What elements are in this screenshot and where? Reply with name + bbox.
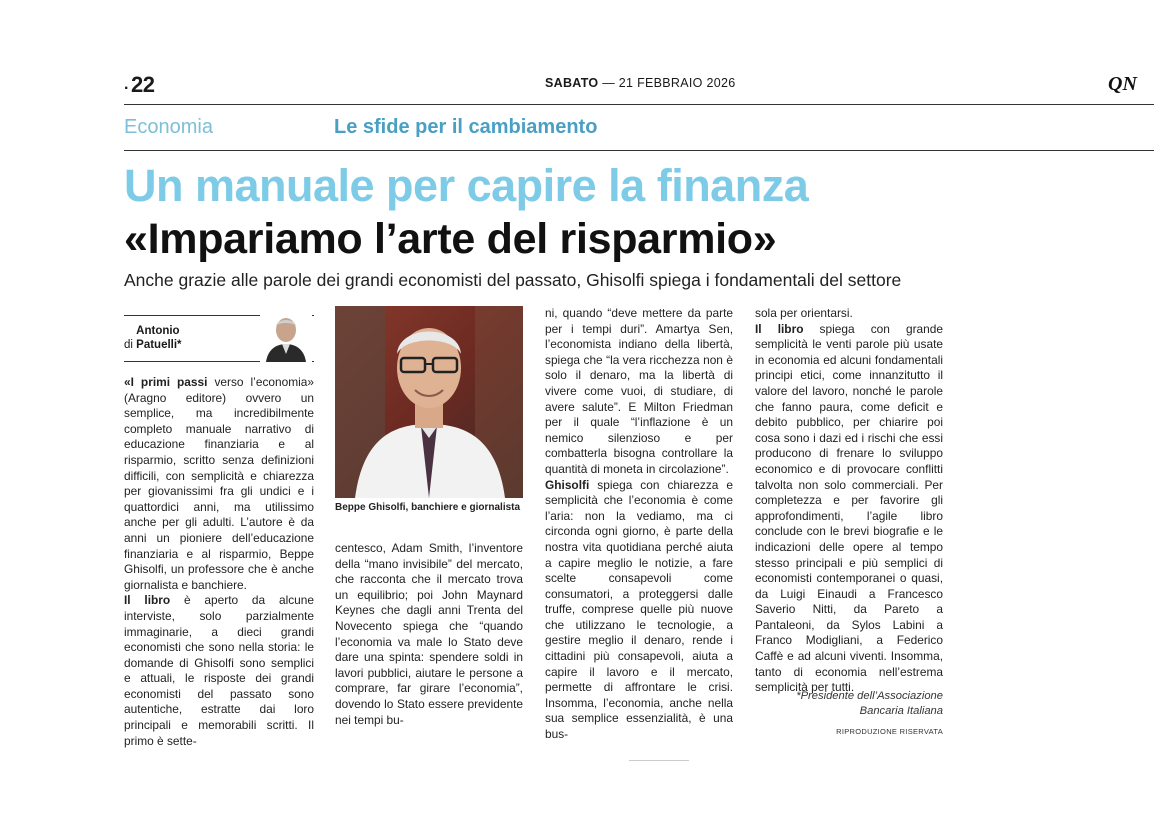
byline-prefix: di <box>124 339 133 351</box>
lead-in: Ghisolfi <box>545 477 590 492</box>
article-column-3 <box>545 306 733 743</box>
byline-name: Antonio Patuelli* <box>136 325 182 351</box>
bottom-rule <box>629 760 689 761</box>
date-rest: — 21 FEBBRAIO 2026 <box>602 76 736 90</box>
paragraph: Il libro è aperto da alcune interviste, solo parzialmente immaginarie, a dieci grandi economisti che sono nella storia: le domande di Ghisolfi sono semplici e attuali, le risposte dei grandi economisti del passato sono autentiche, estratte dai loro principali e memorabili scritti. Il primo è sette- <box>124 593 314 748</box>
section-name: Economia <box>124 116 213 138</box>
author-signature <box>796 689 943 719</box>
paragraph: sola per orientarsi. <box>755 306 853 320</box>
signature-line-2: Bancaria Italiana <box>859 705 943 717</box>
article-column-1 <box>124 375 314 749</box>
paragraph: centesco, Adam Smith, l’inventore della “mano invisibile” del mercato, che racconta che il mercato trova un equilibrio; poi John Maynard Keynes che dagli anni Trenta del Novecento spiega che “quando l’economia va male lo Stato deve dare una spinta: spendere soldi in lavori pubblici, aiutare le persone a comprare, far girare l’economia”, dovendo lo Stato essere previdente nei tempi bu- <box>335 541 523 727</box>
lead-in: Il libro <box>755 321 804 336</box>
byline-text <box>124 324 206 352</box>
paragraph: ni, quando “deve mettere da parte per i tempi duri”. Amartya Sen, l’economista indiano della libertà, spiega che “la vera ricchezza non è solo il denaro, ma la libertà di vivere come vuoi, di studiare, di avere salute”. E Milton Friedman per il quale “l’inflazione è un nemico silenzioso e per combatterla bisogna controllare la quantità di moneta in circolazione”. <box>545 306 733 476</box>
paragraph: Ghisolfi spiega con chiarezza e semplicità che l’economia è come l’aria: non la vediamo, ma ci circonda ogni giorno, è parte della nostra vita quotidiana perché aiuta a capire meglio le notizie, a fare scelte consapevoli come consumatori, a proteggersi dalle truffe, comprese quelle più nuove che utilizzano le tecnologie, a gestire meglio il denaro, rende i cittadini più consapevoli, aiuta a capire il lavoro e il mercato, permette di affrontare le crisi. Insomma, l’economia, anche nella sua semplice essenzialità, è una bus- <box>545 477 733 742</box>
signature-line-1: *Presidente dell’Associazione <box>796 690 943 702</box>
subheadline: Anche grazie alle parole dei grandi economisti del passato, Ghisolfi spiega i fondamentali del settore <box>124 270 902 290</box>
author-avatar <box>260 310 312 362</box>
headline-main: «Impariamo l’arte del risparmio» <box>124 215 777 263</box>
date-day: SABATO <box>545 76 599 90</box>
rights-notice: RIPRODUZIONE RISERVATA <box>836 727 943 736</box>
section-rule <box>124 150 1154 151</box>
lead-in: Il libro <box>124 593 171 608</box>
article-column-2 <box>335 541 523 728</box>
paragraph: «I primi passi verso l’economia» (Aragno editore) ovvero un semplice, ma incredibilmente completo manuale narrativo di educazione finanziaria e al risparmio, scritto senza definizioni difficili, con semplicità e chiarezza per giovanissimi fra gli undici e i quattordici anni, ma utilissimo anche per gli adulti. L’autore è da anni un pioniere dell’educazione finanziaria e al risparmio, Beppe Ghisolfi, un professore che è anche giornalista e banchiere. <box>124 375 314 592</box>
author-photo <box>335 306 523 498</box>
article-column-4 <box>755 306 943 696</box>
photo-caption: Beppe Ghisolfi, banchiere e giornalista <box>335 502 521 513</box>
headline-kicker: Un manuale per capire la finanza <box>124 160 809 211</box>
dateline <box>545 76 735 90</box>
qn-logo-text: QN <box>1108 73 1137 95</box>
lead-in: «I primi passi <box>124 375 208 389</box>
page-number: . 22 <box>124 72 155 97</box>
section-title: Le sfide per il cambiamento <box>334 116 598 138</box>
top-rule <box>124 104 1154 105</box>
paragraph: Il libro spiega con grande semplicità le venti parole più usate in economia ed alcuni fondamentali principi etici, come innanzitutto il valore del lavoro, nonché le parole che fanno paura, come deficit e debito pubblico, per chiarire poi cosa sono i dazi ed i rischi che essi producono di frenare lo sviluppo economico e di provocare conflitti talvolta non solo commerciali. Per completezza e per favorire gli approfondimenti, l’agile libro conclude con le brevi biografie e le indicazioni delle opere al tempo stesso principali e più semplici di economisti contemporanei o quasi, da Luigi Einaudi a Francesco Saverio Nitti, da Pareto a Pantaleoni, da Sylos Labini a Franco Modigliani, a Federico Caffè e ad alcuni viventi. Insomma, tanto di economia nell’estrema semplicità per tutti. <box>755 321 943 695</box>
qn-logo <box>1108 73 1154 95</box>
byline <box>124 315 314 362</box>
